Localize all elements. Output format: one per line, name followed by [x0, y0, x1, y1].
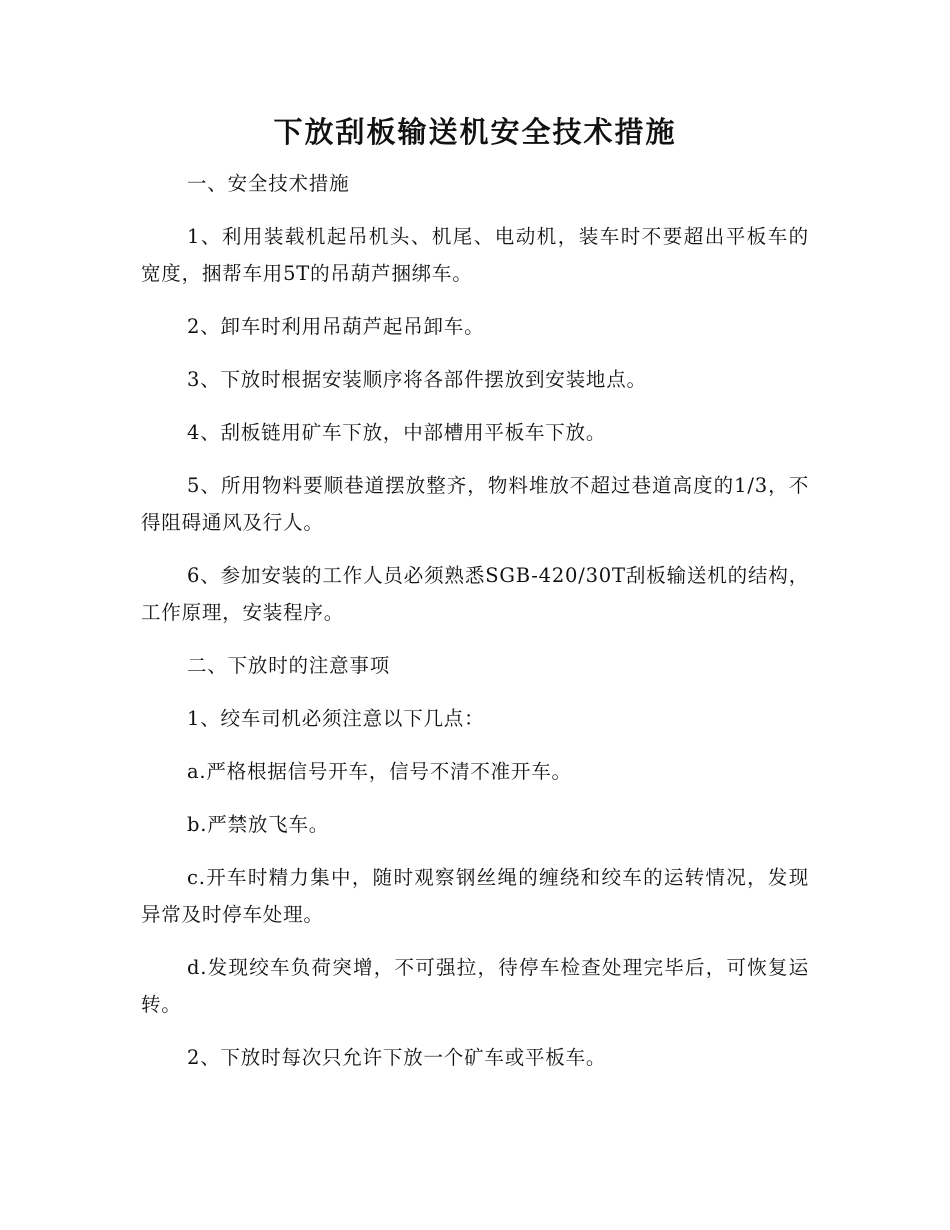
paragraph-item: 6、参加安装的工作人员必须熟悉SGB-420/30T刮板输送机的结构，工作原理，安装程序。	[141, 564, 809, 624]
paragraph-item: 3、下放时根据安装顺序将各部件摆放到安装地点。	[187, 368, 647, 391]
paragraph-item: 1、绞车司机必须注意以下几点：	[187, 707, 485, 730]
paragraph-subitem: d.发现绞车负荷突增，不可强拉，待停车检查处理完毕后，可恢复运转。	[141, 956, 809, 1016]
section-heading-1: 一、安全技术措施	[187, 172, 350, 195]
document-title: 下放刮板输送机安全技术措施	[273, 115, 677, 149]
paragraph-item: 5、所用物料要顺巷道摆放整齐，物料堆放不超过巷道高度的1/3，不得阻碍通风及行人。	[141, 474, 809, 534]
paragraph-item: 2、下放时每次只允许下放一个矿车或平板车。	[187, 1046, 607, 1069]
paragraph-item: 1、利用装载机起吊机头、机尾、电动机，装车时不要超出平板车的宽度，捆帮车用5T的吊葫芦捆绑车。	[141, 225, 809, 285]
paragraph-subitem: a.严格根据信号开车，信号不清不准开车。	[187, 760, 572, 783]
paragraph-item: 2、卸车时利用吊葫芦起吊卸车。	[187, 315, 485, 338]
paragraph-subitem: c.开车时精力集中，随时观察钢丝绳的缠绕和绞车的运转情况，发现异常及时停车处理。	[141, 866, 809, 926]
paragraph-item: 4、刮板链用矿车下放，中部槽用平板车下放。	[187, 421, 607, 444]
section-heading-2: 二、下放时的注意事项	[187, 654, 391, 677]
document-body	[141, 165, 809, 1092]
paragraph-subitem: b.严禁放飞车。	[187, 813, 330, 836]
